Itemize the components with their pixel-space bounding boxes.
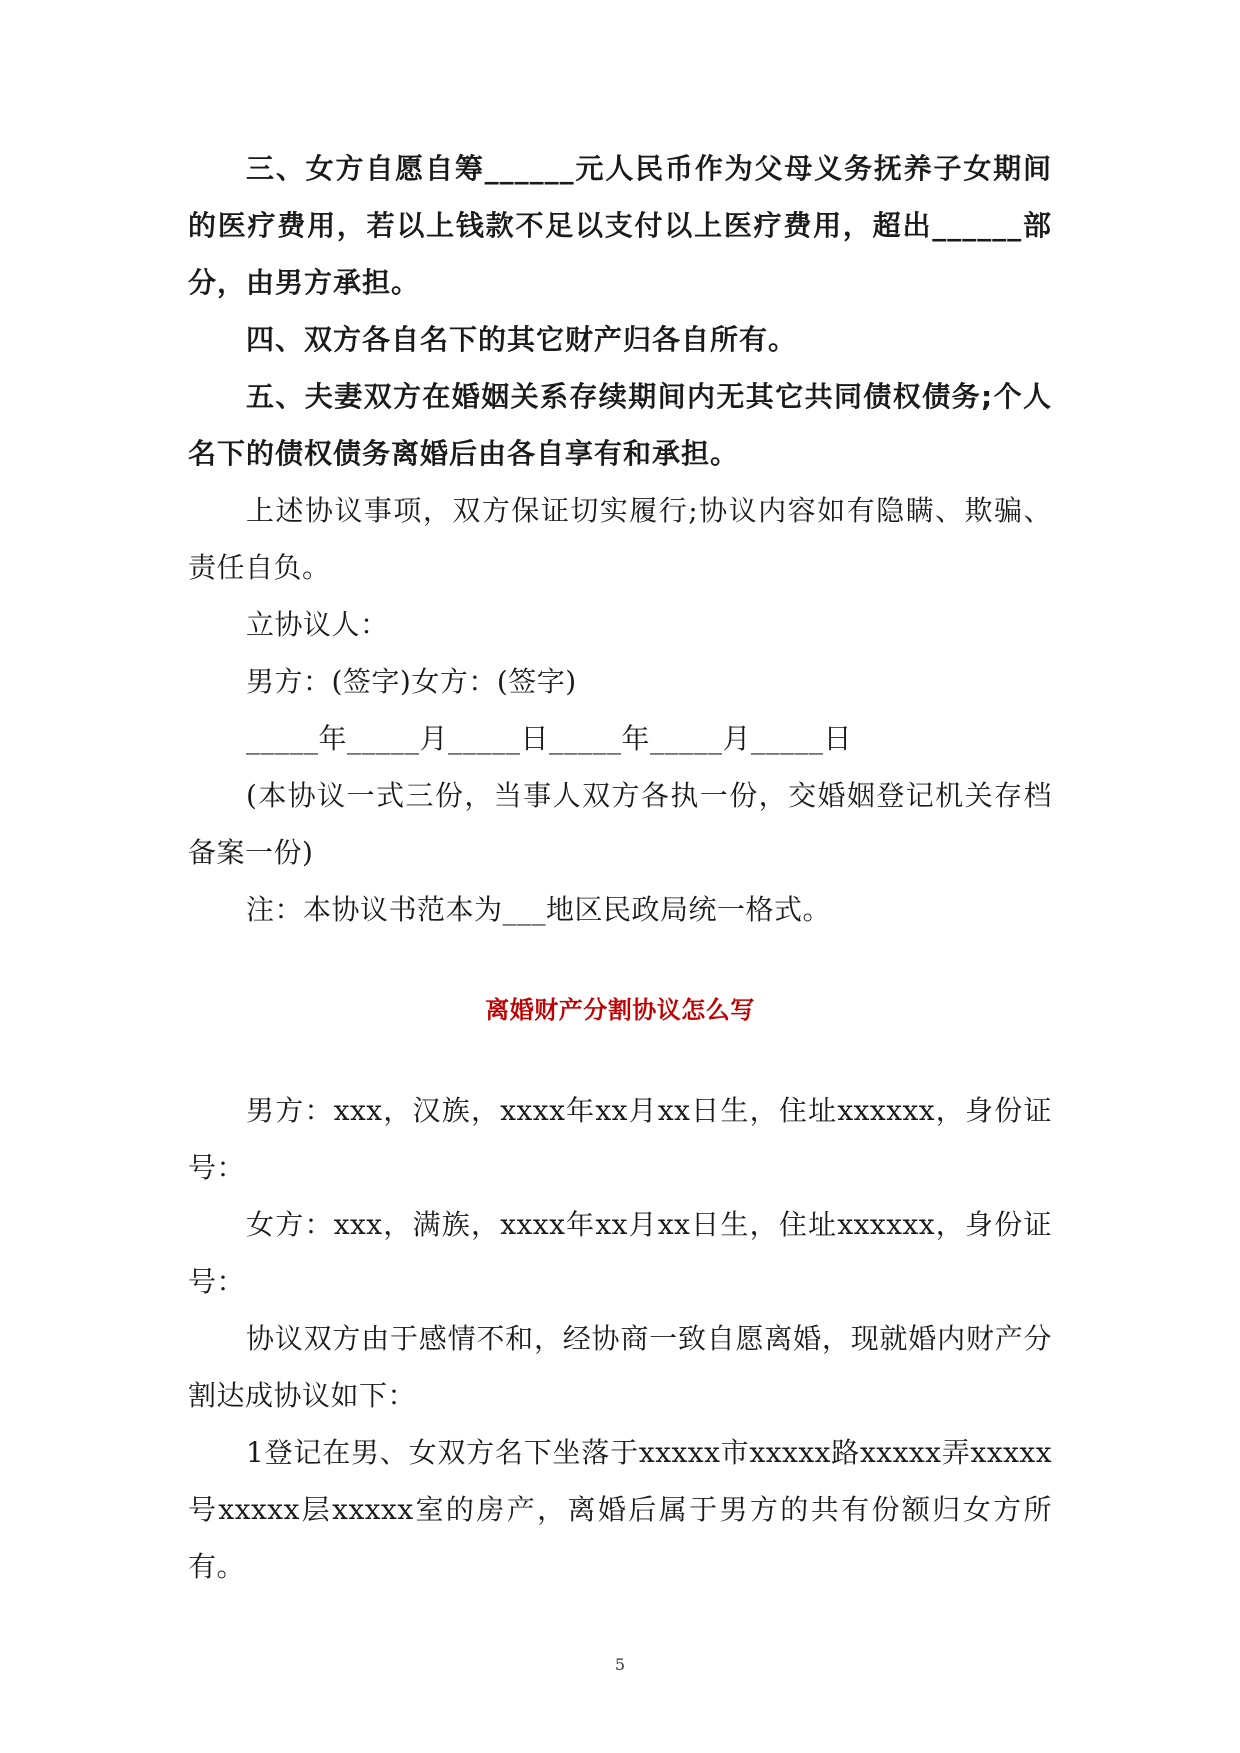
section-title: 离婚财产分割协议怎么写	[485, 996, 755, 1024]
agreement-item-1: 1登记在男、女双方名下坐落于xxxxx市xxxxx路xxxxx弄xxxxx号xxxxx层xxxxx室的房产，离婚后属于男方的共有份额归女方所有。	[188, 1436, 1052, 1583]
male-party-info: 男方：xxx，汉族，xxxx年xx月xx日生，住址xxxxxx，身份证号：	[188, 1094, 1052, 1184]
signature-line: 男方：(签字)女方：(签字)	[246, 665, 577, 698]
clause-3: 三、女方自愿自筹______元人民币作为父母义务抚养子女期间的医疗费用，若以上钱款不足以支付以上医疗费用，超出______部分，由男方承担。	[188, 152, 1052, 299]
clause-4: 四、双方各自名下的其它财产归各自所有。	[246, 323, 798, 356]
parties-label: 立协议人：	[246, 608, 389, 641]
format-note: 注：本协议书范本为___地区民政局统一格式。	[246, 893, 832, 926]
agreement-intro: 协议双方由于感情不和，经协商一致自愿离婚，现就婚内财产分割达成协议如下：	[188, 1322, 1052, 1412]
copies-note: (本协议一式三份，当事人双方各执一份，交婚姻登记机关存档备案一份)	[188, 779, 1052, 869]
clause-5: 五、夫妻双方在婚姻关系存续期间内无其它共同债权债务;个人名下的债权债务离婚后由各自享有和承担。	[188, 380, 1052, 470]
page-number: 5	[614, 1655, 626, 1674]
date-line: _____年_____月_____日_____年_____月_____日	[246, 722, 853, 755]
guarantee-paragraph: 上述协议事项，双方保证切实履行;协议内容如有隐瞒、欺骗、责任自负。	[188, 494, 1052, 584]
document-body	[188, 140, 1052, 1595]
female-party-info: 女方：xxx，满族，xxxx年xx月xx日生，住址xxxxxx，身份证号：	[188, 1208, 1052, 1298]
